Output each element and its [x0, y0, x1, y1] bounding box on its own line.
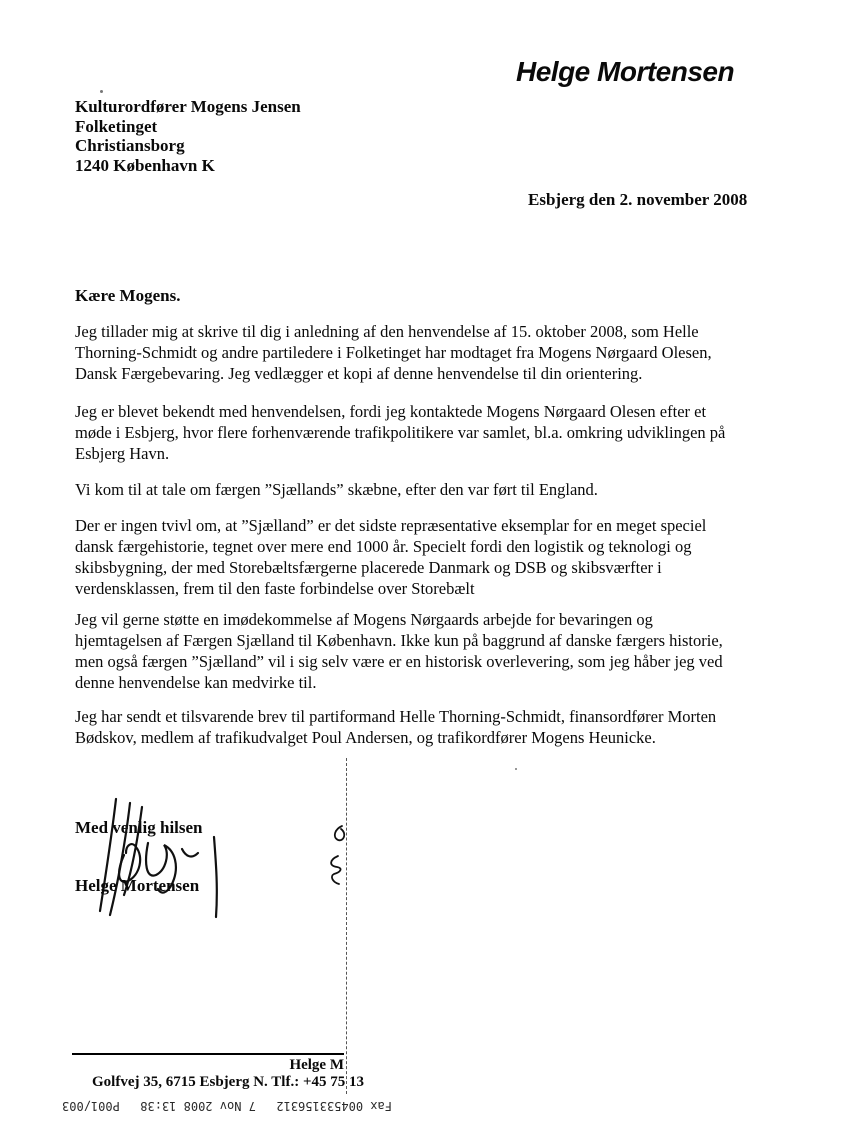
- body-line: Jeg tillader mig at skrive til dig i anledning af den henvendelse af 15. oktober 2008, som Helle: [75, 322, 699, 341]
- body-line: Der er ingen tvivl om, at ”Sjælland” er det sidste repræsentative eksemplar for en meget speciel: [75, 516, 707, 535]
- body-line: verdensklassen, frem til den faste forbindelse over Storebælt: [75, 579, 475, 598]
- body-line: Esbjerg Havn.: [75, 444, 170, 463]
- fax-header-strip: [62, 1098, 392, 1114]
- paragraph: [75, 401, 725, 464]
- body-line: men også færgen ”Sjælland” vil i sig selv være er en historisk overlevering, som jeg håber jeg ved: [75, 652, 723, 671]
- body-line: hjemtagelsen af Færgen Sjælland til København. Ikke kun på baggrund af danske færgers historie,: [75, 631, 723, 650]
- scan-noise-dot: [515, 768, 517, 770]
- body-line: Jeg har sendt et tilsvarende brev til partiformand Helle Thorning-Schmidt, finansordfører Morten: [75, 707, 717, 726]
- fold-crease-line: [346, 758, 347, 1094]
- recipient-line: Christiansborg: [75, 136, 185, 155]
- footer-name: Helge M: [289, 1057, 344, 1073]
- paragraph: [75, 515, 706, 599]
- letterhead-name: Helge Mortensen: [516, 56, 735, 87]
- signer-name: Helge Mortensen: [75, 876, 200, 895]
- date-line: Esbjerg den 2. november 2008: [528, 190, 748, 209]
- recipient-line: Folketinget: [75, 116, 158, 136]
- body-line: Thorning-Schmidt og andre partiledere i Folketinget har modtaget fra Mogens Nørgaard Olesen,: [75, 343, 712, 362]
- fax-number: Fax 004533156312: [276, 1099, 392, 1113]
- handwritten-signature-icon: [86, 793, 266, 923]
- body-line: Bødskov, medlem af trafikudvalget Poul Andersen, og trafikordfører Mogens Heunicke.: [75, 728, 656, 747]
- body-line: møde i Esbjerg, hvor flere forhenværende trafikpolitikere var samlet, bl.a. omkring udviklingen på: [75, 423, 726, 442]
- footer-divider: [72, 1053, 344, 1055]
- margin-scribble-icon: [320, 822, 352, 892]
- paragraph: [75, 609, 723, 693]
- recipient-block: [75, 97, 301, 175]
- valediction: Med venlig hilsen: [75, 818, 203, 837]
- body-line: Jeg vil gerne støtte en imødekommelse af Mogens Nørgaards arbejde for bevaringen og: [75, 610, 653, 629]
- paragraph: [75, 706, 716, 748]
- fax-page-counter: P001/003: [62, 1099, 120, 1113]
- paragraph: [75, 321, 712, 384]
- body-line: Vi kom til at tale om færgen ”Sjællands” skæbne, efter den var ført til England.: [75, 480, 598, 499]
- scan-noise-dot: [100, 90, 103, 93]
- recipient-line: 1240 København K: [75, 155, 215, 175]
- footer-address: Golfvej 35, 6715 Esbjerg N. Tlf.: +45 75 13: [92, 1074, 364, 1090]
- fax-datetime: 7 Nov 2008 13:38: [140, 1099, 256, 1113]
- body-line: Dansk Færgebevaring. Jeg vedlægger et kopi af denne henvendelse til din orientering.: [75, 364, 643, 383]
- salutation: Kære Mogens.: [75, 286, 181, 305]
- recipient-line: Kulturordfører Mogens Jensen: [75, 97, 301, 116]
- paragraph: [75, 479, 598, 500]
- body-line: dansk færgehistorie, tegnet over mere end 1000 år. Specielt fordi den logistik og teknologi og: [75, 537, 692, 556]
- body-line: denne henvendelse kan medvirke til.: [75, 673, 317, 692]
- body-line: Jeg er blevet bekendt med henvendelsen, fordi jeg kontaktede Mogens Nørgaard Olesen efter et: [75, 402, 707, 421]
- body-line: skibsbygning, der med Storebæltsfærgerne placerede Danmark og DSB og skibsværfter i: [75, 558, 662, 577]
